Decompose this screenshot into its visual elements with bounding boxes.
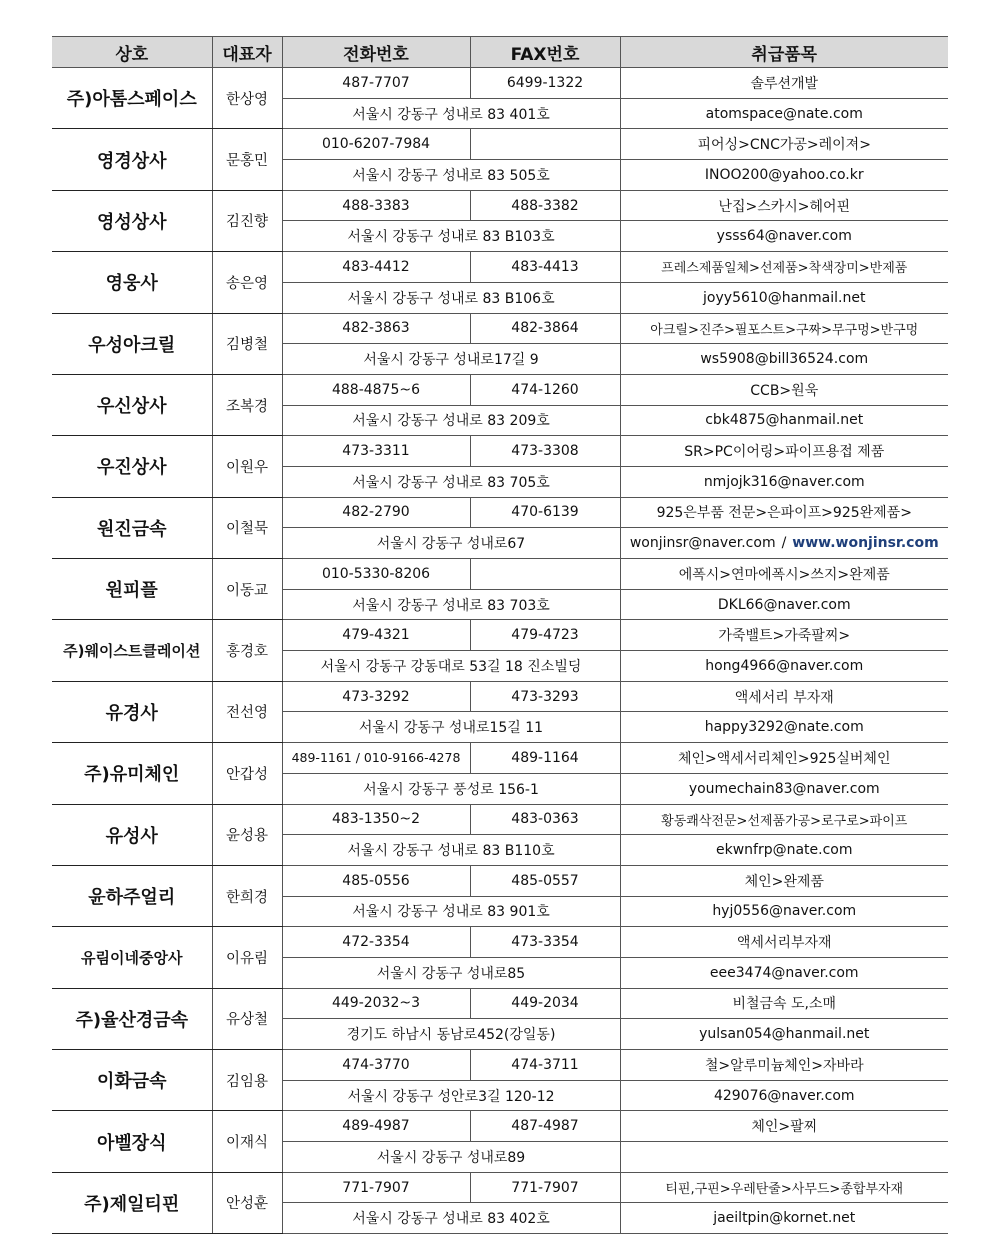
company-representative: 이원우 (212, 436, 282, 497)
company-email: cbk4875@hanmail.net (705, 412, 864, 429)
table-row (52, 865, 948, 896)
company-name: 영경상사 (52, 129, 212, 190)
company-address: 서울시 강동구 성내로 83 B110호 (282, 835, 620, 866)
company-email: ysss64@naver.com (716, 228, 852, 245)
company-items: 솔루션개발 (620, 68, 948, 99)
company-items: 체인>팔찌 (620, 1111, 948, 1142)
company-representative: 김진향 (212, 190, 282, 251)
company-email: ekwnfrp@nate.com (715, 842, 853, 859)
header-name: 상호 (52, 37, 212, 68)
header-rep: 대표자 (212, 37, 282, 68)
header-row (52, 37, 948, 68)
company-fax: 483-4413 (470, 252, 620, 283)
table-row (52, 252, 948, 283)
company-email-cell (620, 344, 948, 375)
company-items: 난집>스카시>헤어핀 (620, 190, 948, 221)
company-name: 영성상사 (52, 190, 212, 251)
company-phone: 489-1161 / 010-9166-4278 (282, 743, 470, 774)
company-email: DKL66@naver.com (717, 596, 851, 613)
company-representative: 김임용 (212, 1050, 282, 1111)
table-row (52, 497, 948, 528)
table-row (52, 927, 948, 958)
table-body (52, 68, 948, 1234)
company-address: 서울시 강동구 성내로89 (282, 1142, 620, 1173)
company-representative: 한상영 (212, 68, 282, 129)
company-email-cell (620, 773, 948, 804)
company-name: 우신상사 (52, 374, 212, 435)
company-address: 서울시 강동구 성안로3길 120-12 (282, 1080, 620, 1111)
company-representative: 송은영 (212, 252, 282, 313)
company-fax: 474-3711 (470, 1050, 620, 1081)
company-representative: 한희경 (212, 865, 282, 926)
company-fax: 449-2034 (470, 988, 620, 1019)
company-items: 액세서리부자재 (620, 927, 948, 958)
company-name: 윤하주얼리 (52, 865, 212, 926)
company-items: CCB>원욱 (620, 374, 948, 405)
company-fax: 485-0557 (470, 865, 620, 896)
company-items: 프레스제품일체>선제품>착색장미>반제품 (620, 252, 948, 283)
company-address: 서울시 강동구 성내로 83 901호 (282, 896, 620, 927)
company-email: joyy5610@hanmail.net (703, 289, 866, 306)
table-row (52, 129, 948, 160)
company-email: jaeiltpin@kornet.net (713, 1210, 856, 1227)
company-address: 서울시 강동구 풍성로 156-1 (282, 773, 620, 804)
company-name: 영웅사 (52, 252, 212, 313)
company-email-cell (620, 957, 948, 988)
company-phone: 010-5330-8206 (282, 559, 470, 590)
company-phone: 482-2790 (282, 497, 470, 528)
company-address: 서울시 강동구 성내로85 (282, 957, 620, 988)
company-representative: 조복경 (212, 374, 282, 435)
company-representative: 윤성용 (212, 804, 282, 865)
company-items: 가죽밸트>가죽팔찌> (620, 620, 948, 651)
company-fax: 474-1260 (470, 374, 620, 405)
company-fax (470, 129, 620, 160)
company-fax: 487-4987 (470, 1111, 620, 1142)
company-phone: 488-3383 (282, 190, 470, 221)
company-phone: 473-3292 (282, 681, 470, 712)
company-address: 서울시 강동구 성내로 83 209호 (282, 405, 620, 436)
company-items: 체인>완제품 (620, 865, 948, 896)
company-name: 주)율산경금속 (52, 988, 212, 1049)
company-items: 비철금속 도,소매 (620, 988, 948, 1019)
company-representative: 안갑성 (212, 743, 282, 804)
company-address: 서울시 강동구 성내로 83 B106호 (282, 282, 620, 313)
company-website-link[interactable]: www.wonjinsr.com (792, 535, 939, 552)
company-address: 서울시 강동구 성내로 83 705호 (282, 466, 620, 497)
table-row (52, 1050, 948, 1081)
company-name: 유경사 (52, 681, 212, 742)
company-email-cell (620, 896, 948, 927)
table-row (52, 313, 948, 344)
company-email-cell (620, 589, 948, 620)
company-fax: 488-3382 (470, 190, 620, 221)
company-items: 티핀,구핀>우레탄줄>사무드>종합부자재 (620, 1172, 948, 1203)
company-phone: 449-2032~3 (282, 988, 470, 1019)
company-items: 황동쾌삭전문>선제품가공>로구로>파이프 (620, 804, 948, 835)
email-web-separator: / (781, 535, 787, 552)
company-email: happy3292@nate.com (704, 719, 864, 736)
company-email-cell (620, 651, 948, 682)
company-items: 철>알루미늄체인>자바라 (620, 1050, 948, 1081)
company-email-cell (620, 528, 948, 559)
company-phone: 485-0556 (282, 865, 470, 896)
header-items: 취급품목 (620, 37, 948, 68)
company-name: 유림이네중앙사 (52, 927, 212, 988)
company-phone: 771-7907 (282, 1172, 470, 1203)
company-email: wonjinsr@naver.com (629, 535, 776, 552)
company-name: 유성사 (52, 804, 212, 865)
company-phone: 482-3863 (282, 313, 470, 344)
company-fax: 479-4723 (470, 620, 620, 651)
company-address: 서울시 강동구 성내로 83 703호 (282, 589, 620, 620)
table-row (52, 681, 948, 712)
table-row (52, 1111, 948, 1142)
company-representative: 문홍민 (212, 129, 282, 190)
company-fax: 470-6139 (470, 497, 620, 528)
company-phone: 472-3354 (282, 927, 470, 958)
company-address: 서울시 강동구 성내로 83 401호 (282, 98, 620, 129)
company-phone: 488-4875~6 (282, 374, 470, 405)
company-address: 서울시 강동구 성내로17길 9 (282, 344, 620, 375)
company-directory-table (52, 36, 948, 1234)
company-representative: 이유림 (212, 927, 282, 988)
company-items: 체인>액세서리체인>925실버체인 (620, 743, 948, 774)
company-fax: 482-3864 (470, 313, 620, 344)
table-row (52, 804, 948, 835)
company-address: 서울시 강동구 성내로67 (282, 528, 620, 559)
table-row (52, 436, 948, 467)
company-email-cell (620, 98, 948, 129)
company-name: 원진금속 (52, 497, 212, 558)
company-address: 서울시 강동구 성내로 83 B103호 (282, 221, 620, 252)
table-row (52, 190, 948, 221)
company-name: 주)제일티핀 (52, 1172, 212, 1233)
company-fax: 473-3308 (470, 436, 620, 467)
company-name: 주)아톰스페이스 (52, 68, 212, 129)
header-tel: 전화번호 (282, 37, 470, 68)
company-phone: 010-6207-7984 (282, 129, 470, 160)
table-row (52, 374, 948, 405)
company-email-cell (620, 1142, 948, 1173)
company-fax: 489-1164 (470, 743, 620, 774)
company-phone: 483-1350~2 (282, 804, 470, 835)
company-email: INOO200@yahoo.co.kr (704, 166, 864, 183)
company-phone: 473-3311 (282, 436, 470, 467)
company-email: atomspace@nate.com (705, 105, 863, 122)
company-address: 서울시 강동구 강동대로 53길 18 진소빌딩 (282, 651, 620, 682)
company-fax: 483-0363 (470, 804, 620, 835)
table-row (52, 68, 948, 99)
company-items: 아크릴>진주>필포스트>구짜>무구멍>반구멍 (620, 313, 948, 344)
company-items: 피어싱>CNC가공>레이져> (620, 129, 948, 160)
company-address: 경기도 하남시 동남로452(강일동) (282, 1019, 620, 1050)
company-address: 서울시 강동구 성내로15길 11 (282, 712, 620, 743)
company-email-cell (620, 160, 948, 191)
company-email-cell (620, 1019, 948, 1050)
header-fax: FAX번호 (470, 37, 620, 68)
company-representative: 이재식 (212, 1111, 282, 1172)
company-name: 주)웨이스트클레이션 (52, 620, 212, 681)
company-phone: 474-3770 (282, 1050, 470, 1081)
company-address: 서울시 강동구 성내로 83 402호 (282, 1203, 620, 1234)
table-row (52, 559, 948, 590)
company-email-cell (620, 282, 948, 313)
company-email: hyj0556@naver.com (712, 903, 857, 920)
company-email: eee3474@naver.com (709, 964, 859, 981)
table-row (52, 743, 948, 774)
company-fax (470, 559, 620, 590)
company-name: 아벨장식 (52, 1111, 212, 1172)
company-email-cell (620, 466, 948, 497)
company-email: nmjojk316@naver.com (703, 473, 865, 490)
company-items: 에폭시>연마에폭시>쓰지>완제품 (620, 559, 948, 590)
company-fax: 473-3354 (470, 927, 620, 958)
company-representative: 홍경호 (212, 620, 282, 681)
company-fax: 473-3293 (470, 681, 620, 712)
company-items: 액세서리 부자재 (620, 681, 948, 712)
table-header (52, 37, 948, 68)
table-row (52, 988, 948, 1019)
company-email-cell (620, 221, 948, 252)
company-representative: 이동교 (212, 559, 282, 620)
company-address: 서울시 강동구 성내로 83 505호 (282, 160, 620, 191)
company-email: yulsan054@hanmail.net (699, 1026, 870, 1043)
company-name: 우성아크릴 (52, 313, 212, 374)
company-email-cell (620, 405, 948, 436)
company-items: SR>PC이어링>파이프용접 제품 (620, 436, 948, 467)
company-email-cell (620, 835, 948, 866)
company-items: 925은부품 전문>은파이프>925완제품> (620, 497, 948, 528)
company-email: 429076@naver.com (713, 1087, 855, 1104)
company-fax: 771-7907 (470, 1172, 620, 1203)
company-name: 주)유미체인 (52, 743, 212, 804)
company-representative: 전선영 (212, 681, 282, 742)
company-name: 원피플 (52, 559, 212, 620)
company-representative: 유상철 (212, 988, 282, 1049)
company-fax: 6499-1322 (470, 68, 620, 99)
company-phone: 479-4321 (282, 620, 470, 651)
table-row (52, 620, 948, 651)
company-representative: 김병철 (212, 313, 282, 374)
company-email-cell (620, 1203, 948, 1234)
company-representative: 안성훈 (212, 1172, 282, 1233)
company-email: youmechain83@naver.com (688, 780, 880, 797)
company-name: 이화금속 (52, 1050, 212, 1111)
company-phone: 483-4412 (282, 252, 470, 283)
company-name: 우진상사 (52, 436, 212, 497)
table-row (52, 1172, 948, 1203)
company-email-cell (620, 1080, 948, 1111)
company-email-cell (620, 712, 948, 743)
company-representative: 이철묵 (212, 497, 282, 558)
company-phone: 487-7707 (282, 68, 470, 99)
company-phone: 489-4987 (282, 1111, 470, 1142)
company-email: hong4966@naver.com (705, 657, 864, 674)
company-email: ws5908@bill36524.com (700, 351, 869, 368)
